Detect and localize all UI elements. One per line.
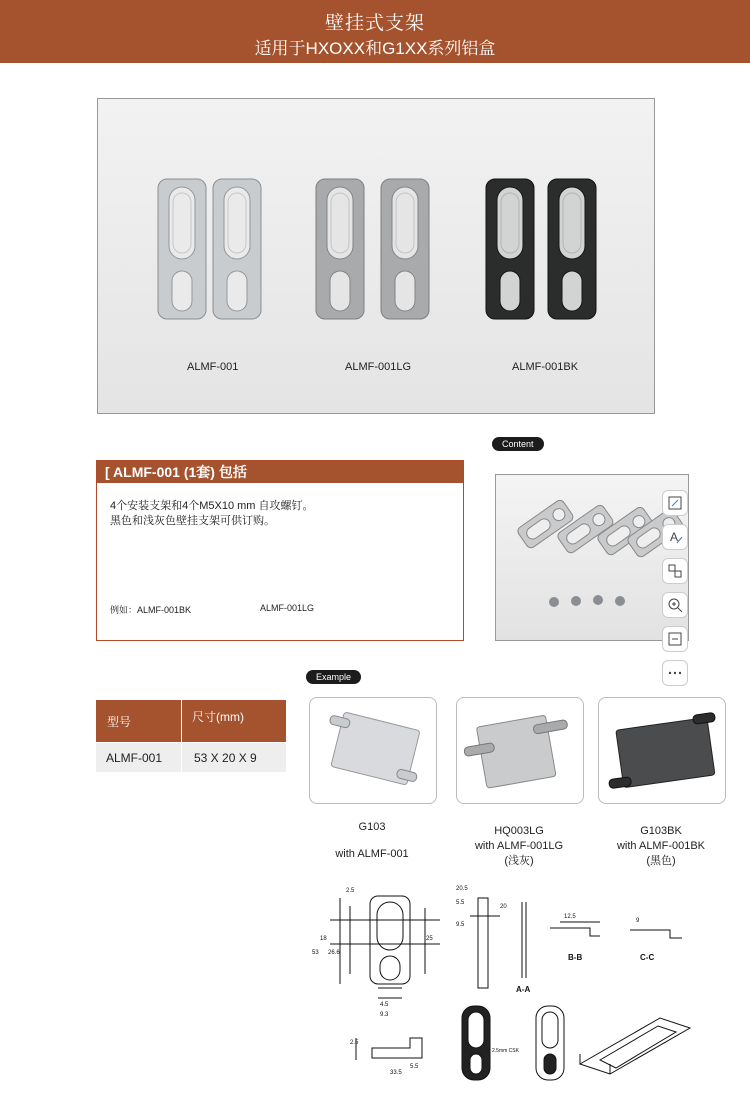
example-card-hq003lg	[456, 697, 584, 804]
variant-label-001lg: ALMF-001LG	[345, 361, 412, 373]
header-banner	[0, 0, 750, 63]
product-photo	[97, 98, 655, 414]
dim-label-4: 20	[500, 904, 507, 910]
example-label-hq003lg	[456, 824, 582, 869]
spec-header-model-text: 型号	[107, 715, 132, 729]
dim-label-10: 9.3	[380, 1012, 389, 1018]
image-edit-icon[interactable]	[662, 490, 688, 516]
section-label-cc: C-C	[640, 953, 655, 962]
spec-cell-model-text: ALMF-001	[106, 751, 163, 765]
dim-label-11: 9	[636, 918, 640, 924]
spec-cell-size-text: 53 X 20 X 9	[194, 751, 257, 765]
svg-text:A: A	[670, 530, 679, 544]
convert-icon[interactable]	[662, 558, 688, 584]
example-label-g103	[309, 820, 435, 862]
page-subtitle: 适用于HXOXX和G1XX系列铝盒	[254, 39, 496, 58]
more-icon[interactable]	[662, 660, 688, 686]
dim-label-3: 9.5	[456, 922, 465, 928]
dim-label-8: 53	[312, 950, 319, 956]
zoom-in-icon[interactable]	[662, 592, 688, 618]
package-title: [ ALMF-001 (1套) 包括	[97, 461, 463, 483]
translate-icon[interactable]	[662, 524, 688, 550]
package-description	[110, 499, 450, 529]
example-label-g103bk	[598, 824, 724, 869]
example-name-g103: G103	[358, 821, 386, 833]
dim-label-14: 33.5	[390, 1070, 402, 1076]
variant-label-001bk: ALMF-001BK	[512, 361, 579, 373]
package-box	[96, 460, 464, 641]
dim-label-2: 5.5	[456, 900, 465, 906]
variant-label-001: ALMF-001	[187, 361, 239, 373]
spec-cell-size	[182, 742, 286, 772]
content-pill: Content	[492, 437, 544, 451]
scan-icon[interactable]	[662, 626, 688, 652]
dim-label-7: 26.6	[328, 950, 340, 956]
spec-header-size-text: 尺寸(mm)	[192, 710, 244, 724]
example-with-g103: with ALMF-001	[335, 848, 409, 860]
dim-label-0: 2.5	[346, 888, 355, 894]
spec-header-size	[182, 700, 286, 742]
dim-label-13: 2.5	[350, 1040, 359, 1046]
package-line-2: 黑色和浅灰色壁挂支架可供订购。	[110, 515, 275, 527]
content-photo	[495, 474, 689, 641]
package-example-2: ALMF-001LG	[260, 603, 315, 613]
example-pill: Example	[306, 670, 361, 684]
spec-cell-model	[96, 742, 181, 772]
example-card-g103	[309, 697, 437, 804]
example-card-g103bk	[598, 697, 726, 804]
section-label-bb: B-B	[568, 953, 583, 962]
page-title: 壁挂式支架	[324, 13, 425, 34]
dim-label-5: 12.5	[564, 914, 576, 920]
dim-label-1: 20.5	[456, 886, 468, 892]
section-label-aa: A-A	[516, 985, 531, 994]
example-name-hq003lg: HQ003LG	[494, 825, 544, 837]
example-with-g103bk: with ALMF-001BK	[616, 840, 706, 852]
spec-header-model	[96, 700, 181, 742]
example-name-g103bk: G103BK	[640, 825, 682, 837]
content-photo-drawing	[496, 475, 688, 640]
example-color-hq003lg: (浅灰)	[504, 855, 534, 867]
package-example-1: 例如：ALMF-001BK	[110, 605, 192, 615]
package-line-1: 4个安装支架和4个M5X10 mm 自攻螺钉。	[110, 500, 314, 512]
dim-label-15: 5.5	[410, 1064, 419, 1070]
dim-label-9: 4.5	[380, 1002, 389, 1008]
dim-label-12: 25	[426, 936, 433, 942]
dim-label-6: 18	[320, 936, 327, 942]
csk-note: 2.5mm CSK	[492, 1048, 519, 1054]
technical-drawing	[310, 878, 720, 1088]
example-color-g103bk: (黑色)	[646, 855, 676, 867]
example-with-hq003lg: with ALMF-001LG	[474, 840, 564, 852]
